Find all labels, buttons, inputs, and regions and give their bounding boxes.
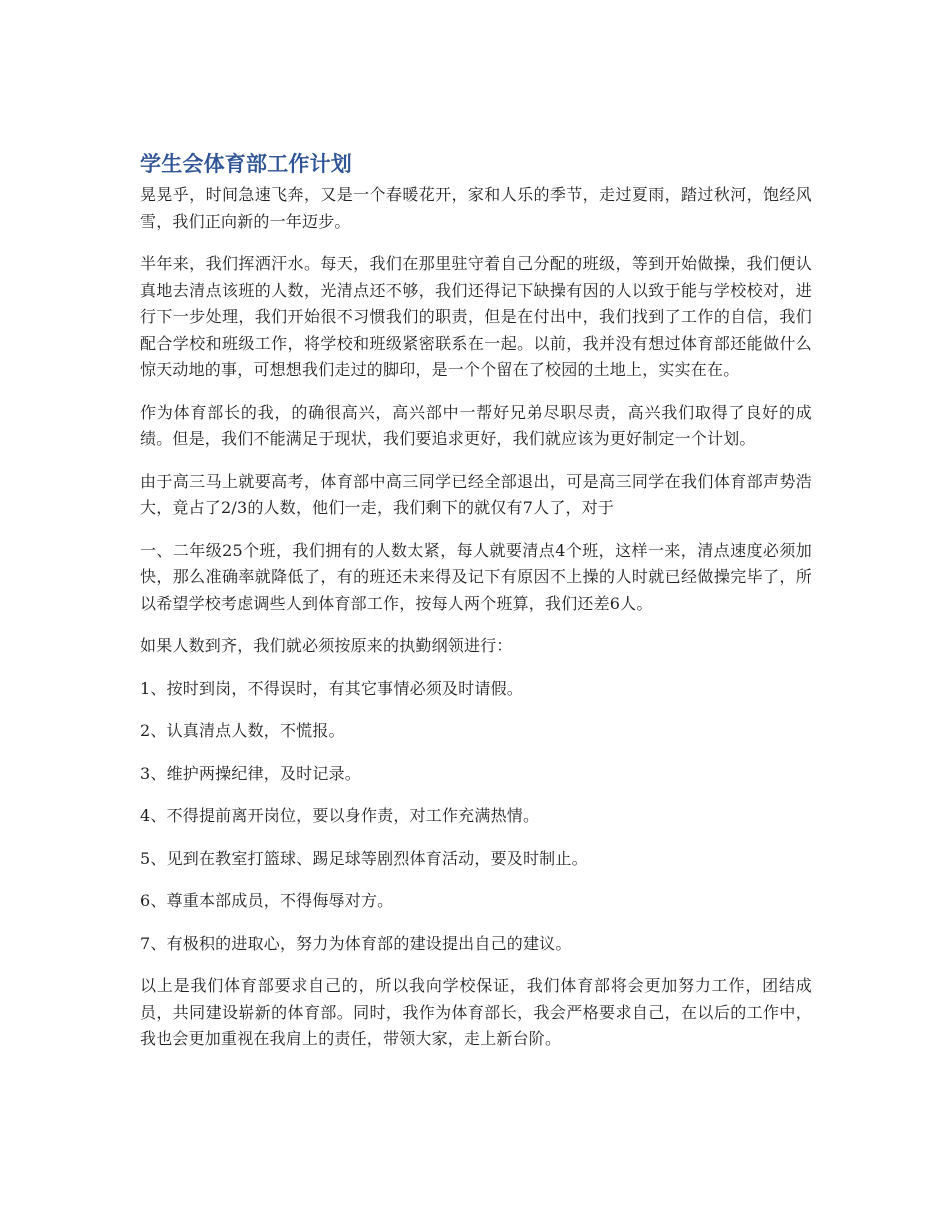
paragraph-staffing: 一、二年级25个班，我们拥有的人数太紧，每人就要清点4个班，这样一来，清点速度必须加快，那么准确率就降低了，有的班还未来得及记下有原因不上操的人时就已经做操完毕了，所以希望学校考虑调些人到体育部工作，按每人两个班算，我们还差6人。 <box>140 540 812 613</box>
rule-item: 1、按时到岗，不得误时，有其它事情必须及时请假。 <box>140 678 523 698</box>
rule-item: 3、维护两操纪律，及时记录。 <box>140 763 361 783</box>
rule-item: 2、认真清点人数，不慌报。 <box>140 721 345 740</box>
document-title: 学生会体育部工作计划 <box>140 152 352 176</box>
paragraph-senior-leave: 由于高三马上就要高考，体育部中高三同学已经全部退出，可是高三同学在我们体育部声势浩大，竟占了2/3的人数，他们一走，我们剩下的就仅有7人了，对于 <box>140 471 812 517</box>
paragraph-intro: 晃晃乎，时间急速飞奔，又是一个春暖花开，家和人乐的季节，走过夏雨，踏过秋河，饱经风雪，我们正向新的一年迈步。 <box>140 185 812 231</box>
rule-item: 5、见到在教室打篮球、踢足球等剧烈体育活动，要及时制止。 <box>140 848 588 868</box>
rule-item: 6、尊重本部成员，不得侮辱对方。 <box>140 891 394 910</box>
document-body <box>140 148 812 1069</box>
rule-item: 7、有极积的进取心，努力为体育部的建设提出自己的建议。 <box>140 933 572 953</box>
paragraph-minister: 作为体育部长的我，的确很高兴，高兴部中一帮好兄弟尽职尽责，高兴我们取得了良好的成绩。但是，我们不能满足于现状，我们要追求更好，我们就应该为更好制定一个计划。 <box>140 402 812 448</box>
paragraph-rules-intro: 如果人数到齐，我们就必须按原来的执勤纲领进行： <box>140 636 513 655</box>
rule-item: 4、不得提前离开岗位，要以身作责，对工作充满热情。 <box>140 806 540 825</box>
paragraph-half-year: 半年来，我们挥洒汗水。每天，我们在那里驻守着自己分配的班级，等到开始做操，我们便认真地去清点该班的人数，光清点还不够，我们还得记下缺操有因的人以致于能与学校校对，进行下一步处理，我们开始很不习惯我们的职责，但是在付出中，我们找到了工作的自信，我们配合学校和班级工作，将学校和班级紧密联系在一起。以前，我并没有想过体育部还能做什么惊天动地的事，可想想我们走过的脚印，是一个个留在了校园的土地上，实实在在。 <box>140 254 812 379</box>
paragraph-closing: 以上是我们体育部要求自己的，所以我向学校保证，我们体育部将会更加努力工作，团结成员，共同建设崭新的体育部。同时，我作为体育部长，我会严格要求自己，在以后的工作中，我也会更加重视在我肩上的责任，带领大家，走上新台阶。 <box>140 976 812 1048</box>
